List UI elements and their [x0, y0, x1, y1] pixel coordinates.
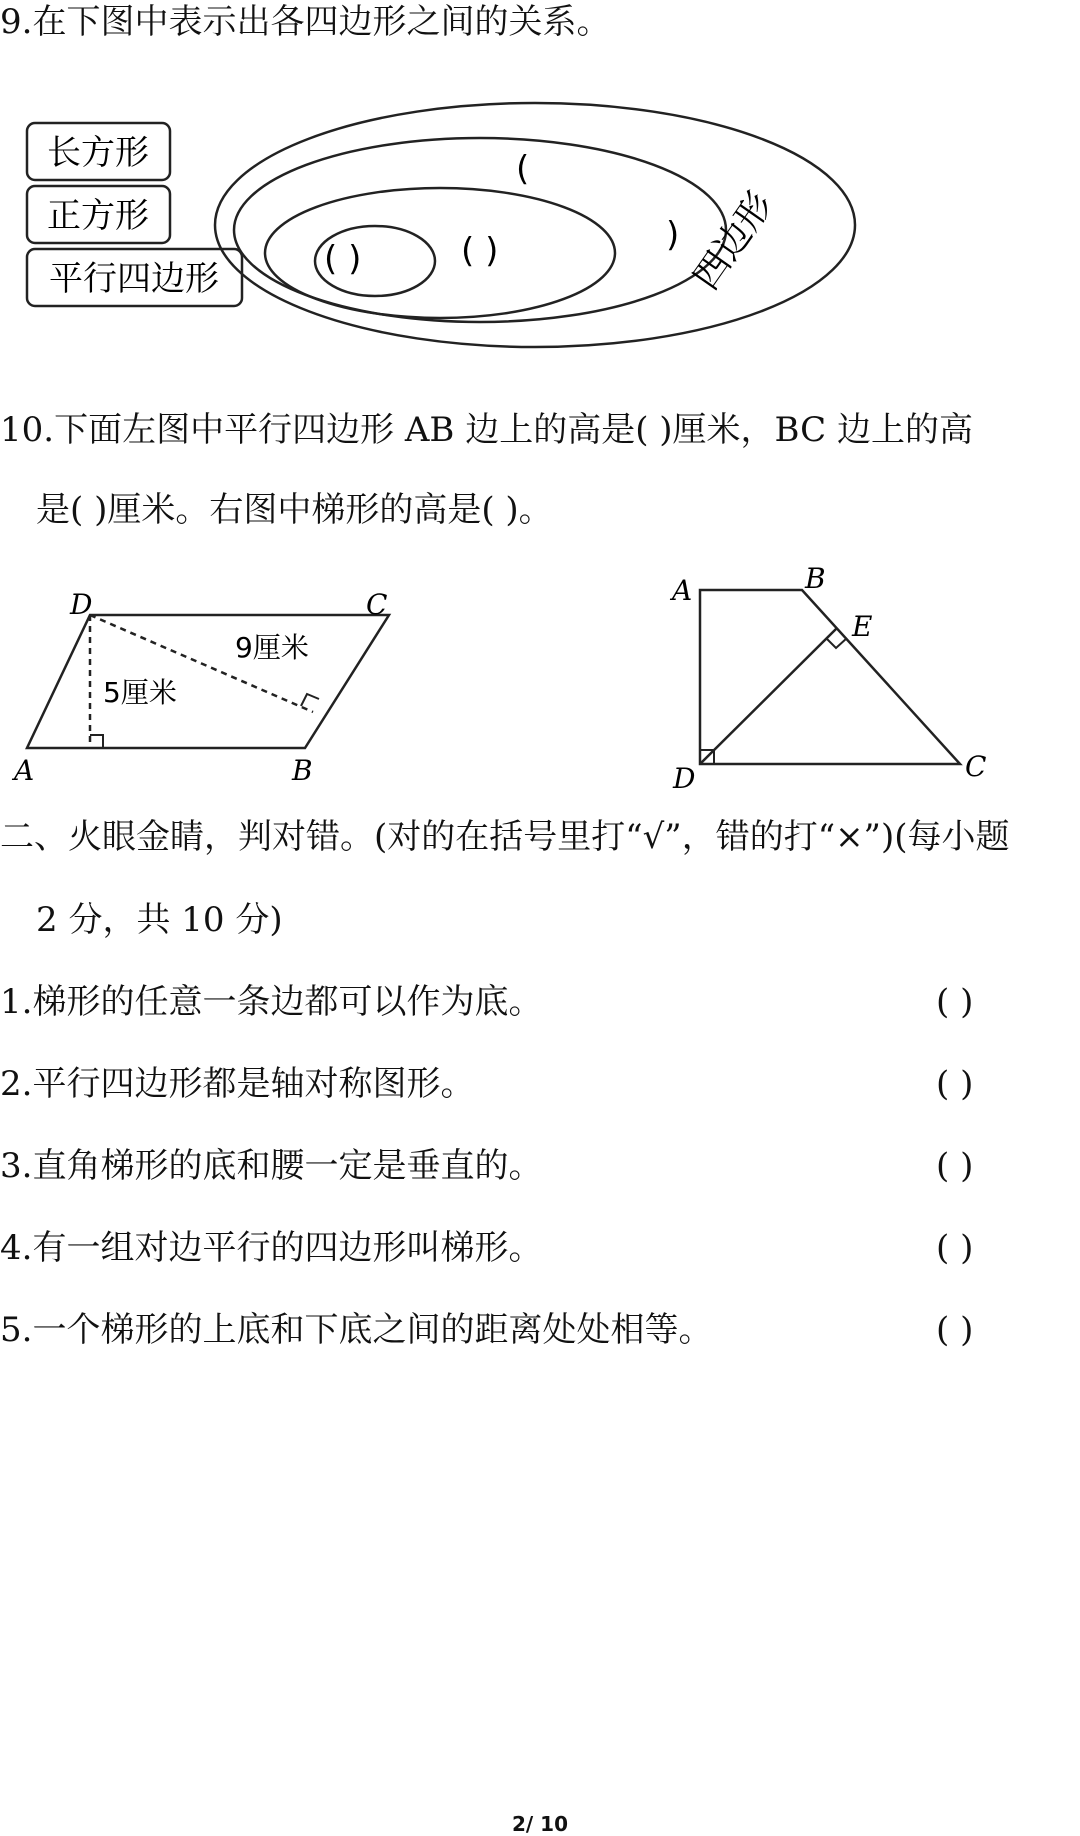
judge-item-4: 4.有一组对边平行的四边形叫梯形。: [0, 1228, 543, 1268]
parallelogram-figure: [27, 615, 389, 748]
vertex-B-right: B: [805, 562, 826, 595]
vertex-B-left: B: [292, 754, 313, 787]
vertex-E-right: E: [852, 610, 873, 643]
label-9cm: 9厘米: [235, 631, 309, 664]
label-quadrilateral: 四边形: [685, 185, 782, 298]
vertex-A-right: A: [672, 574, 693, 607]
vertex-D-right: D: [673, 762, 696, 795]
blank-parallelogram-close: ): [666, 215, 680, 255]
blank-square: ( ): [324, 239, 362, 279]
answer-paren-5[interactable]: ( ): [936, 1310, 974, 1350]
label-5cm: 5厘米: [103, 676, 177, 709]
vertex-D-left: D: [70, 588, 93, 621]
part2-title-line1: 二、火眼金睛，判对错。(对的在括号里打“√”，错的打“×”)(每小题: [0, 817, 1010, 857]
question-10-line2: 是( )厘米。右图中梯形的高是( )。: [36, 490, 553, 530]
judge-item-2: 2.平行四边形都是轴对称图形。: [0, 1064, 475, 1104]
label-parallelogram: 平行四边形: [49, 259, 219, 299]
question-9-text: 9.在下图中表示出各四边形之间的关系。: [0, 2, 611, 42]
judge-item-5: 5.一个梯形的上底和下底之间的距离处处相等。: [0, 1310, 713, 1350]
answer-paren-4[interactable]: ( ): [936, 1228, 974, 1268]
vertex-C-left: C: [366, 588, 388, 621]
answer-paren-1[interactable]: ( ): [936, 982, 974, 1022]
label-rectangle: 长方形: [47, 133, 149, 173]
judge-item-1: 1.梯形的任意一条边都可以作为底。: [0, 982, 543, 1022]
label-box-parallelogram: [27, 249, 242, 306]
vertex-A-left: A: [14, 754, 35, 787]
part2-title-line2: 2 分，共 10 分): [36, 900, 283, 940]
blank-parallelogram-open: (: [516, 149, 530, 189]
answer-paren-3[interactable]: ( ): [936, 1146, 974, 1186]
page-number: 2/ 10: [511, 1812, 568, 1836]
trapezoid-figure: [700, 590, 960, 764]
label-box-rectangle: [27, 123, 170, 180]
question-10-line1: 10.下面左图中平行四边形 AB 边上的高是( )厘米，BC 边上的高: [0, 410, 973, 450]
label-square: 正方形: [47, 196, 149, 236]
blank-rectangle: ( ): [461, 231, 499, 271]
label-box-square: [27, 186, 170, 243]
vertex-C-right: C: [965, 750, 987, 783]
answer-paren-2[interactable]: ( ): [936, 1064, 974, 1104]
judge-item-3: 3.直角梯形的底和腰一定是垂直的。: [0, 1146, 543, 1186]
